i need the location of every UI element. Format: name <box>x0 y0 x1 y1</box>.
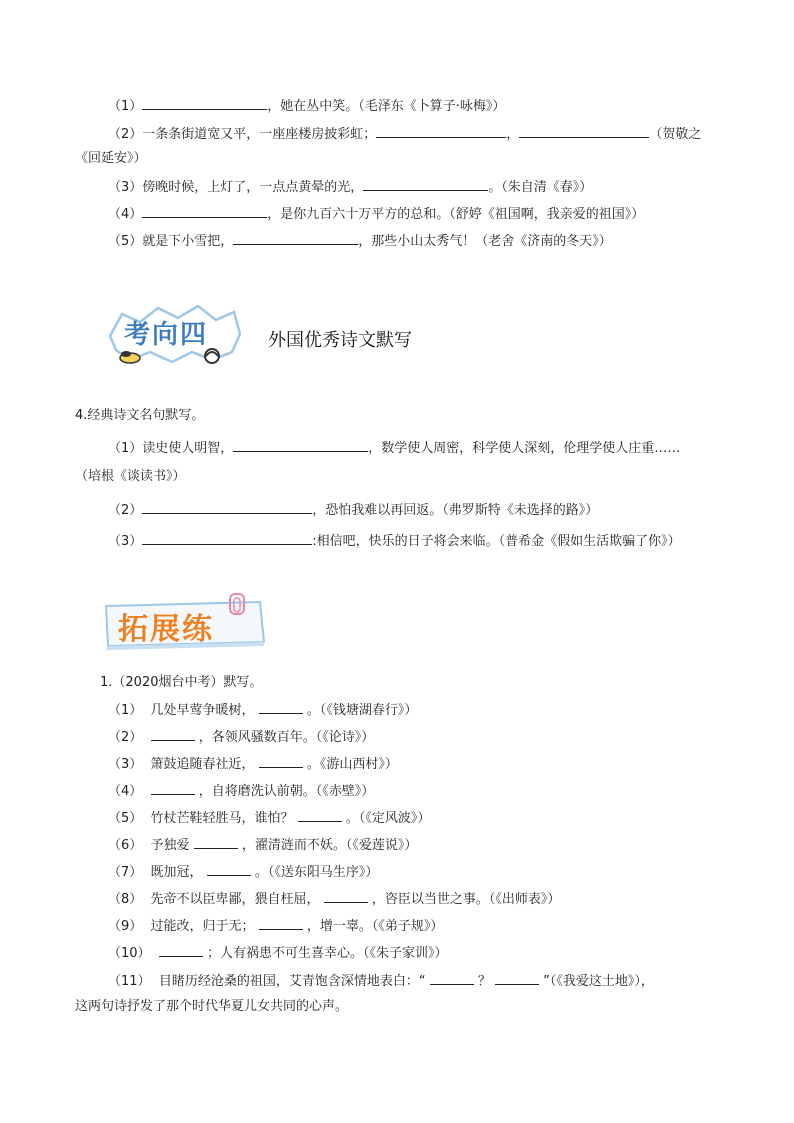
fill-item-continued: 《回延安》） <box>75 151 147 166</box>
badge-label: 拓展练 <box>118 612 214 647</box>
answer-blank[interactable] <box>233 438 368 452</box>
fill-item: （2）一条条街道宽又平，一座座楼房披彩虹； ， （贺敬之 <box>108 124 701 144</box>
fill-item: （6） 予独爱 ，濯清涟而不妖。（《爱莲说》） <box>108 835 417 855</box>
fill-item: （3） :相信吧，快乐的日子将会来临。（普希金《假如生活欺骗了你》） <box>108 531 681 551</box>
answer-blank[interactable] <box>430 971 474 985</box>
fill-item: （10） ；人有祸患不可生喜幸心。（《朱子家训》） <box>108 943 447 963</box>
answer-blank[interactable] <box>259 700 303 714</box>
answer-blank[interactable] <box>298 808 342 822</box>
answer-blank[interactable] <box>207 862 251 876</box>
answer-blank[interactable] <box>142 96 267 110</box>
fill-item: （3） 箫鼓追随春社近， 。《游山西村》） <box>108 754 398 774</box>
section-title: 外国优秀诗文默写 <box>268 330 412 351</box>
fill-item: （1）读史使人明智， ，数学使人周密，科学使人深刻，伦理学使人庄重…… <box>108 438 680 458</box>
extension-badge <box>100 592 270 654</box>
answer-blank[interactable] <box>142 500 312 514</box>
question-stem: 4.经典诗文名句默写。 <box>75 408 205 423</box>
fill-item: （9） 过能改，归于无； ，增一辜。（《弟子规》） <box>108 916 443 936</box>
fill-item: （2） ，各领风骚数百年。（《论诗》） <box>108 727 374 747</box>
fill-item: （4） ，是你九百六十万平方的总和。（舒婷《祖国啊，我亲爱的祖国》） <box>108 204 644 224</box>
answer-blank[interactable] <box>194 835 238 849</box>
answer-blank[interactable] <box>151 781 195 795</box>
fill-item: （4） ，自将磨洗认前朝。（《赤壁》） <box>108 781 374 801</box>
answer-blank[interactable] <box>519 124 649 138</box>
answer-blank[interactable] <box>142 204 267 218</box>
fill-item: （5） 竹杖芒鞋轻胜马，谁怕？ 。（《定风波》） <box>108 808 430 828</box>
answer-blank[interactable] <box>376 124 506 138</box>
fill-item: （2） ，恐怕我难以再回返。（弗罗斯特《未选择的路》） <box>108 500 598 520</box>
answer-blank[interactable] <box>259 916 303 930</box>
answer-blank[interactable] <box>151 727 195 741</box>
fill-item: （8） 先帝不以臣卑鄙，猥自枉屈， ，咨臣以当世之事。（《出师表》） <box>108 889 560 909</box>
answer-blank[interactable] <box>159 943 203 957</box>
answer-blank[interactable] <box>142 531 312 545</box>
section-badge <box>100 300 250 372</box>
answer-blank[interactable] <box>363 177 488 191</box>
answer-blank[interactable] <box>259 754 303 768</box>
fill-item: （3）傍晚时候，上灯了，一点点黄晕的光， 。（朱自清《春》） <box>108 177 592 197</box>
answer-blank[interactable] <box>495 971 539 985</box>
fill-item: （1） 几处早莺争暖树， 。（《钱塘湖春行》） <box>108 700 417 720</box>
fill-item-continued: 这两句诗抒发了那个时代华夏儿女共同的心声。 <box>75 999 349 1014</box>
question-stem: 1.（2020烟台中考）默写。 <box>100 675 263 690</box>
fill-item: （11） 目睹历经沧桑的祖国，艾青饱含深情地表白：“ ？ ”（《我爱这土地》）， <box>108 971 654 991</box>
fill-item: （7） 既加冠， 。（《送东阳马生序》） <box>108 862 378 882</box>
fill-item: （5）就是下小雪把， ，那些小山太秀气！（老舍《济南的冬天》） <box>108 231 612 251</box>
fill-item: （1） ，她在丛中笑。（毛泽东《卜算子·咏梅》） <box>108 96 505 116</box>
answer-blank[interactable] <box>233 231 358 245</box>
answer-blank[interactable] <box>324 889 368 903</box>
fill-item-continued: （培根《谈读书》） <box>75 469 186 484</box>
badge-label: 考向四 <box>124 320 209 350</box>
